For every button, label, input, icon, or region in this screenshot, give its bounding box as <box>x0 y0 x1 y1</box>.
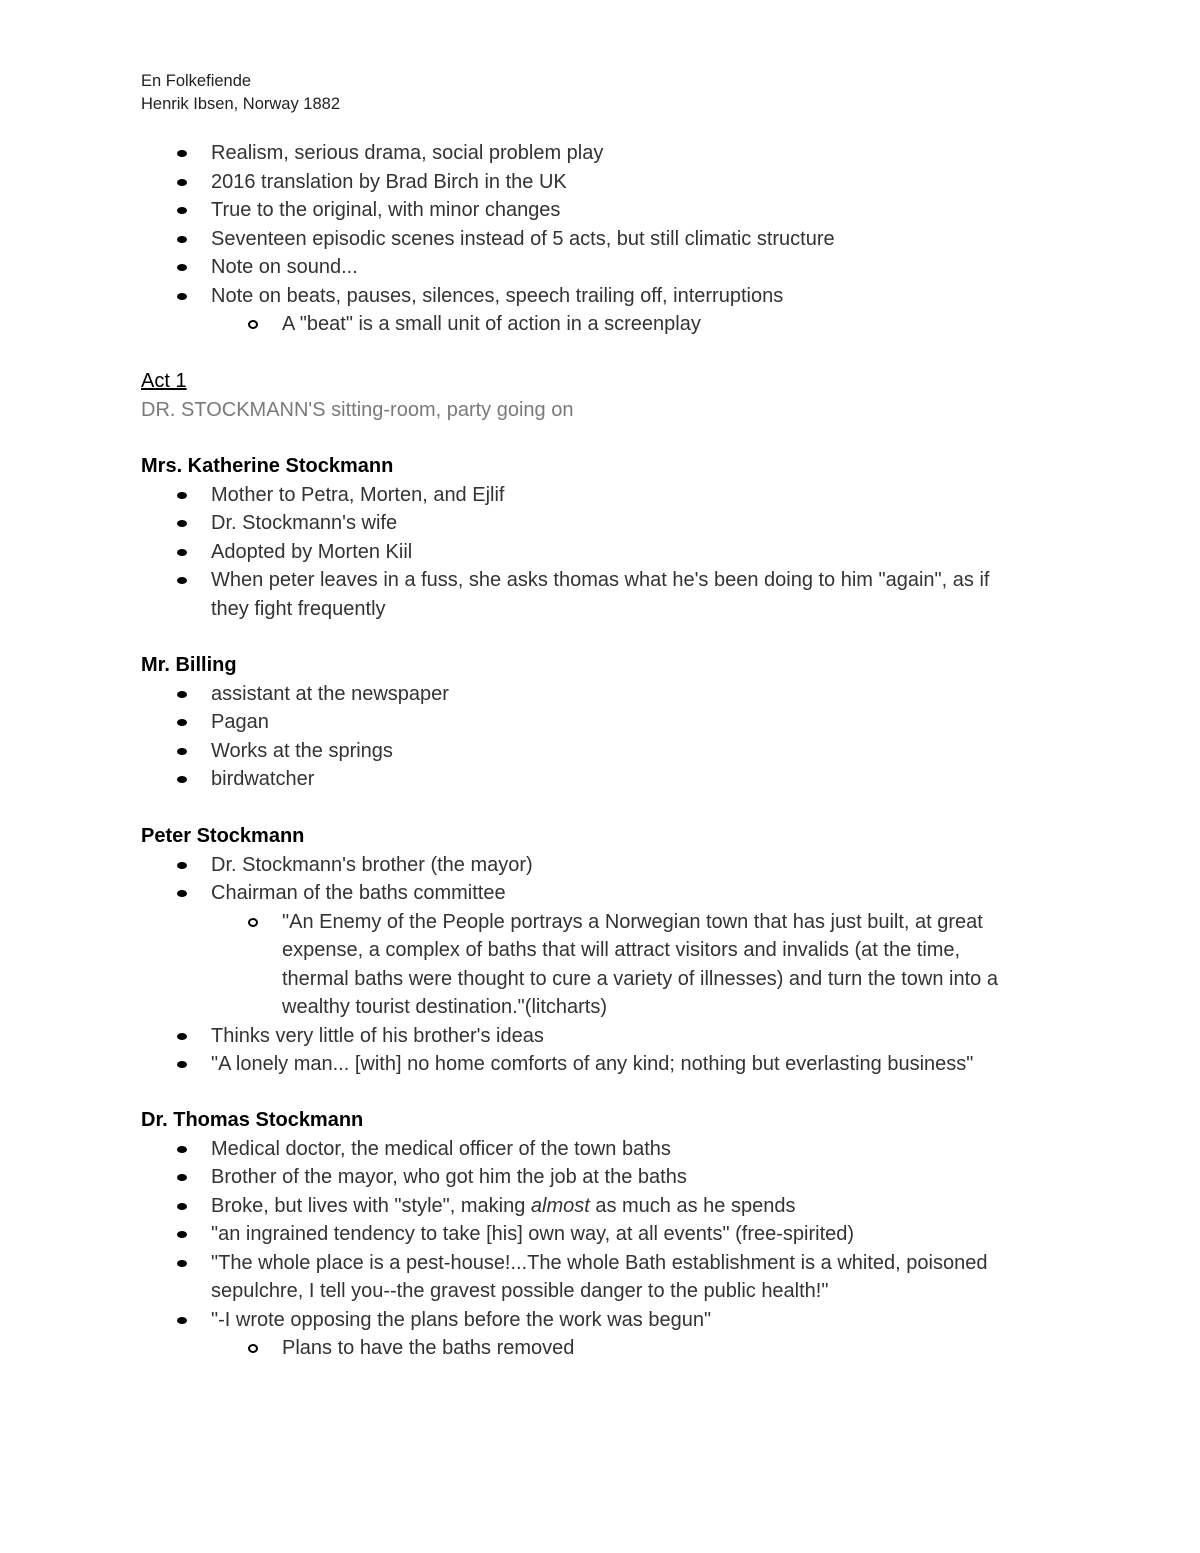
act-title: Act 1 <box>141 370 187 392</box>
list-item: Brother of the mayor, who got him the job at the baths <box>141 1163 1081 1192</box>
list-item: Medical doctor, the medical officer of the town baths <box>141 1135 1081 1164</box>
intro-list <box>141 139 1081 339</box>
bullet-icon <box>177 264 187 271</box>
bullet-icon <box>177 748 187 755</box>
character-list <box>141 481 1081 624</box>
act-setting: DR. STOCKMANN'S sitting-room, party going on <box>141 398 574 421</box>
sub-list-item: Plans to have the baths removed <box>141 1334 1081 1363</box>
bullet-icon <box>177 1203 187 1210</box>
bullet-icon <box>177 1033 187 1040</box>
list-item: Seventeen episodic scenes instead of 5 acts, but still climatic structure <box>141 225 1081 254</box>
list-item: True to the original, with minor changes <box>141 196 1081 225</box>
act-section <box>141 367 1081 424</box>
list-item: "The whole place is a pest-house!...The whole Bath establishment is a whited, poisoned sepulchre, I tell you--the gravest possible danger to the public health!" <box>141 1249 1081 1306</box>
hollow-bullet-icon <box>248 320 258 329</box>
katherine-section <box>141 452 1081 623</box>
bullet-icon <box>177 549 187 556</box>
bullet-icon <box>177 1231 187 1238</box>
list-item: Mother to Petra, Morten, and Ejlif <box>141 481 1081 510</box>
bullet-icon <box>177 179 187 186</box>
bullet-icon <box>177 691 187 698</box>
sub-list-item: A "beat" is a small unit of action in a screenplay <box>141 310 1081 339</box>
list-item: Works at the springs <box>141 737 1081 766</box>
list-item: Dr. Stockmann's wife <box>141 509 1081 538</box>
hollow-bullet-icon <box>248 918 258 927</box>
list-item: Note on sound... <box>141 253 1081 282</box>
list-item: Pagan <box>141 708 1081 737</box>
list-item: When peter leaves in a fuss, she asks thomas what he's been doing to him "again", as if they fight frequently <box>141 566 1081 623</box>
list-item: Realism, serious drama, social problem play <box>141 139 1081 168</box>
bullet-icon <box>177 207 187 214</box>
bullet-icon <box>177 1146 187 1153</box>
list-item: 2016 translation by Brad Birch in the UK <box>141 168 1081 197</box>
bullet-icon <box>177 890 187 897</box>
character-heading: Dr. Thomas Stockmann <box>141 1109 364 1131</box>
character-list <box>141 851 1081 1079</box>
list-item: Adopted by Morten Kiil <box>141 538 1081 567</box>
list-item: "an ingrained tendency to take [his] own way, at all events" (free-spirited) <box>141 1220 1081 1249</box>
list-item: Broke, but lives with "style", making almost as much as he spends <box>141 1192 1081 1221</box>
document-header <box>141 70 340 116</box>
list-item: Note on beats, pauses, silences, speech trailing off, interruptions <box>141 282 1081 311</box>
bullet-icon <box>177 577 187 584</box>
character-list <box>141 1135 1081 1363</box>
bullet-icon <box>177 1174 187 1181</box>
bullet-icon <box>177 776 187 783</box>
list-item: birdwatcher <box>141 765 1081 794</box>
thomas-section <box>141 1106 1081 1363</box>
document-title: En Folkefiende <box>141 72 252 90</box>
peter-section <box>141 822 1081 1079</box>
list-item: "A lonely man... [with] no home comforts of any kind; nothing but everlasting business" <box>141 1050 1081 1079</box>
bullet-icon <box>177 862 187 869</box>
list-item: assistant at the newspaper <box>141 680 1081 709</box>
bullet-icon <box>177 1317 187 1324</box>
list-item: Chairman of the baths committee <box>141 879 1081 908</box>
hollow-bullet-icon <box>248 1344 258 1353</box>
list-item: "-I wrote opposing the plans before the work was begun" <box>141 1306 1081 1335</box>
bullet-icon <box>177 492 187 499</box>
bullet-icon <box>177 1061 187 1068</box>
bullet-icon <box>177 1260 187 1267</box>
list-item: Dr. Stockmann's brother (the mayor) <box>141 851 1081 880</box>
character-heading: Mrs. Katherine Stockmann <box>141 455 394 477</box>
character-heading: Peter Stockmann <box>141 825 305 847</box>
character-list <box>141 680 1081 794</box>
character-heading: Mr. Billing <box>141 654 237 676</box>
bullet-icon <box>177 236 187 243</box>
author-line: Henrik Ibsen, Norway 1882 <box>141 95 341 113</box>
bullet-icon <box>177 293 187 300</box>
bullet-icon <box>177 150 187 157</box>
sub-list-item: "An Enemy of the People portrays a Norwegian town that has just built, at great expense, a complex of baths that will attract visitors and invalids (at the time, thermal baths were thought to cure a variety of illnesses) and turn the town into a wealthy tourist destination."(litcharts) <box>141 908 1081 1022</box>
bullet-icon <box>177 520 187 527</box>
intro-section <box>141 139 1081 339</box>
bullet-icon <box>177 719 187 726</box>
billing-section <box>141 651 1081 794</box>
list-item: Thinks very little of his brother's ideas <box>141 1022 1081 1051</box>
